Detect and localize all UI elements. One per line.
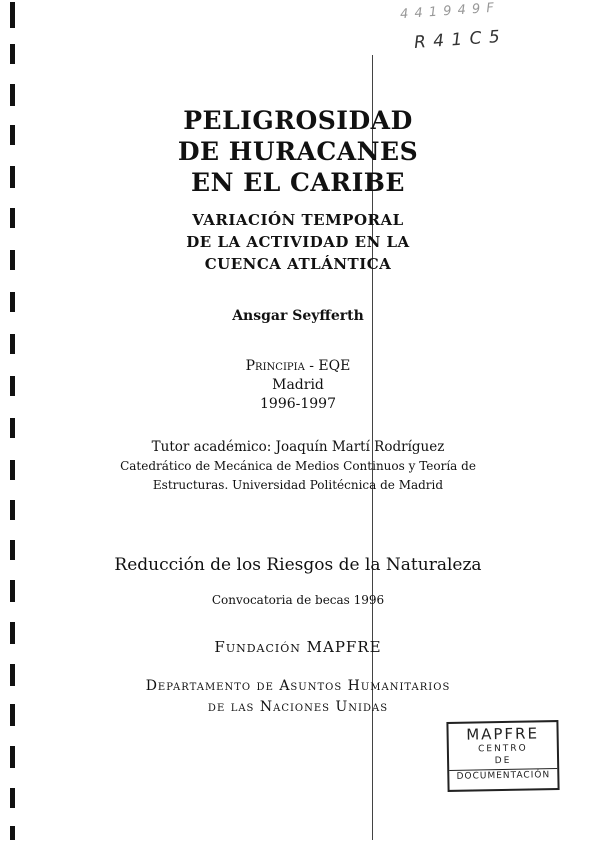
- subtitle: [0, 209, 596, 275]
- institution-city: Madrid: [272, 377, 324, 393]
- binding-mark: [10, 500, 15, 520]
- binding-mark: [10, 44, 15, 64]
- binding-mark: [10, 788, 15, 808]
- binding-mark: [10, 826, 15, 840]
- stamp-line-2: DE: [494, 755, 512, 767]
- title-line-3: EN EL CARIBE: [191, 168, 405, 197]
- main-title: [0, 105, 596, 198]
- convocatoria: Convocatoria de becas 1996: [211, 593, 385, 607]
- stamp-name: MAPFRE: [466, 724, 540, 744]
- title-line-1: PELIGROSIDAD: [183, 106, 413, 135]
- stamp-line-1: CENTRO: [478, 743, 528, 755]
- binding-mark: [10, 418, 15, 438]
- binding-mark: [10, 2, 15, 28]
- tutor-name: Tutor académico: Joaquín Martí Rodríguez: [151, 439, 445, 455]
- binding-mark: [10, 746, 15, 768]
- binding-mark: [10, 84, 15, 106]
- foundation-name: Fundación MAPFRE: [214, 638, 382, 656]
- handwritten-note-top: 4 4 1 9 4 9 F: [399, 0, 496, 23]
- institution-name: Principia - EQE: [245, 358, 351, 374]
- department-line-2: de las Naciones Unidas: [207, 699, 389, 715]
- program-title: Reducción de los Riesgos de la Naturaleza: [114, 555, 482, 575]
- tutor-description-2: Estructuras. Universidad Politécnica de Madrid: [152, 478, 444, 492]
- subtitle-line-2: DE LA ACTIVIDAD EN LA: [186, 233, 410, 251]
- handwritten-note-bottom: R 4 1 C 5: [413, 26, 502, 54]
- subtitle-line-3: CUENCA ATLÁNTICA: [204, 255, 392, 273]
- subtitle-line-1: VARIACIÓN TEMPORAL: [192, 211, 404, 229]
- tutor-description-1: Catedrático de Mecánica de Medios Continuos y Teoría de: [120, 459, 476, 473]
- institution-years: 1996-1997: [260, 396, 336, 412]
- author-name: Ansgar Seyfferth: [232, 308, 364, 324]
- stamp-line-3: DOCUMENTACIÓN: [449, 768, 557, 784]
- department-block: [0, 676, 596, 718]
- library-stamp: [446, 720, 559, 792]
- binding-mark: [10, 334, 15, 354]
- institution-block: [0, 357, 596, 414]
- department-line-1: Departamento de Asuntos Humanitarios: [145, 678, 451, 694]
- tutor-block: [0, 438, 596, 495]
- title-line-2: DE HURACANES: [177, 137, 419, 166]
